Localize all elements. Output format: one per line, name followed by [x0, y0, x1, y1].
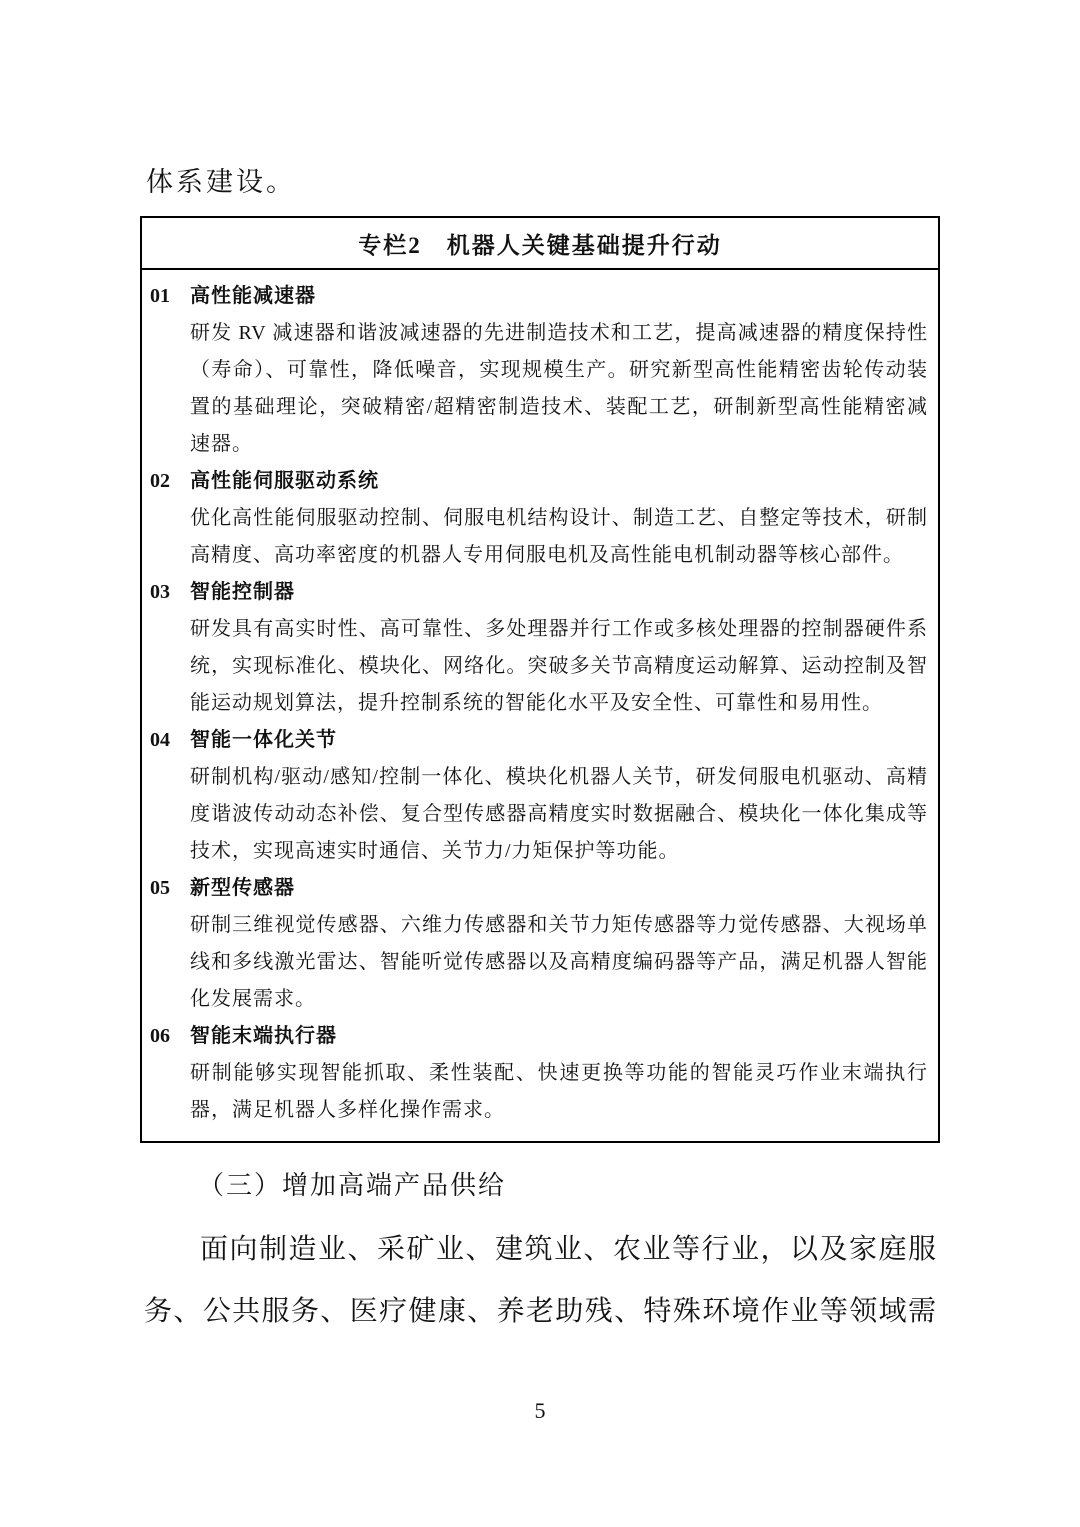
item-head	[150, 722, 928, 759]
page-content	[140, 162, 940, 1343]
item-number: 05	[150, 877, 170, 899]
box-item-05	[150, 870, 928, 1018]
item-head	[150, 574, 928, 611]
box-item-01	[150, 278, 928, 463]
section-paragraph: 面向制造业、采矿业、建筑业、农业等行业，以及家庭服务、公共服务、医疗健康、养老助残、特殊环境作业等领域需	[144, 1234, 936, 1327]
item-text: 研制机构/驱动/感知/控制一体化、模块化机器人关节，研发伺服电机驱动、高精度谐波传动动态补偿、复合型传感器高精度实时数据融合、模块化一体化集成等技术，实现高速实时通信、关节力/力矩保护等功能。	[190, 766, 928, 862]
item-number: 04	[150, 729, 170, 751]
item-number: 03	[150, 581, 170, 603]
item-head	[150, 1018, 928, 1055]
box-item-04	[150, 722, 928, 870]
section-heading: （三）增加高端产品供给	[198, 1171, 507, 1200]
item-heading: 高性能伺服驱动系统	[190, 470, 379, 492]
highlight-box	[140, 216, 940, 1143]
item-heading: 智能末端执行器	[190, 1025, 337, 1047]
box-body	[142, 270, 938, 1141]
page-number: 5	[534, 1398, 546, 1423]
item-heading: 智能控制器	[190, 581, 295, 603]
item-text: 研制能够实现智能抓取、柔性装配、快速更换等功能的智能灵巧作业末端执行器，满足机器人多样化操作需求。	[190, 1062, 928, 1121]
item-head	[150, 463, 928, 500]
item-text: 优化高性能伺服驱动控制、伺服电机结构设计、制造工艺、自整定等技术，研制高精度、高功率密度的机器人专用伺服电机及高性能电机制动器等核心部件。	[190, 507, 928, 566]
item-head	[150, 870, 928, 907]
box-item-06	[150, 1018, 928, 1129]
item-number: 06	[150, 1025, 170, 1047]
item-head	[150, 278, 928, 315]
box-item-02	[150, 463, 928, 574]
box-item-03	[150, 574, 928, 722]
item-number: 02	[150, 470, 170, 492]
item-text: 研发具有高实时性、高可靠性、多处理器并行工作或多核处理器的控制器硬件系统，实现标准化、模块化、网络化。突破多关节高精度运动解算、运动控制及智能运动规划算法，提升控制系统的智能化水平及安全性、可靠性和易用性。	[190, 618, 928, 714]
item-heading: 高性能减速器	[190, 285, 316, 307]
item-text: 研制三维视觉传感器、六维力传感器和关节力矩传感器等力觉传感器、大视场单线和多线激光雷达、智能听觉传感器以及高精度编码器等产品，满足机器人智能化发展需求。	[190, 914, 928, 1010]
item-number: 01	[150, 285, 170, 307]
box-title: 专栏2 机器人关键基础提升行动	[142, 218, 938, 270]
item-heading: 新型传感器	[190, 877, 295, 899]
intro-paragraph: 体系建设。	[146, 167, 296, 197]
item-heading: 智能一体化关节	[190, 729, 337, 751]
item-text: 研发 RV 减速器和谐波减速器的先进制造技术和工艺，提高减速器的精度保持性（寿命）、可靠性，降低噪音，实现规模生产。研究新型高性能精密齿轮传动装置的基础理论，突破精密/超精密制造技术、装配工艺，研制新型高性能精密减速器。	[190, 322, 928, 455]
